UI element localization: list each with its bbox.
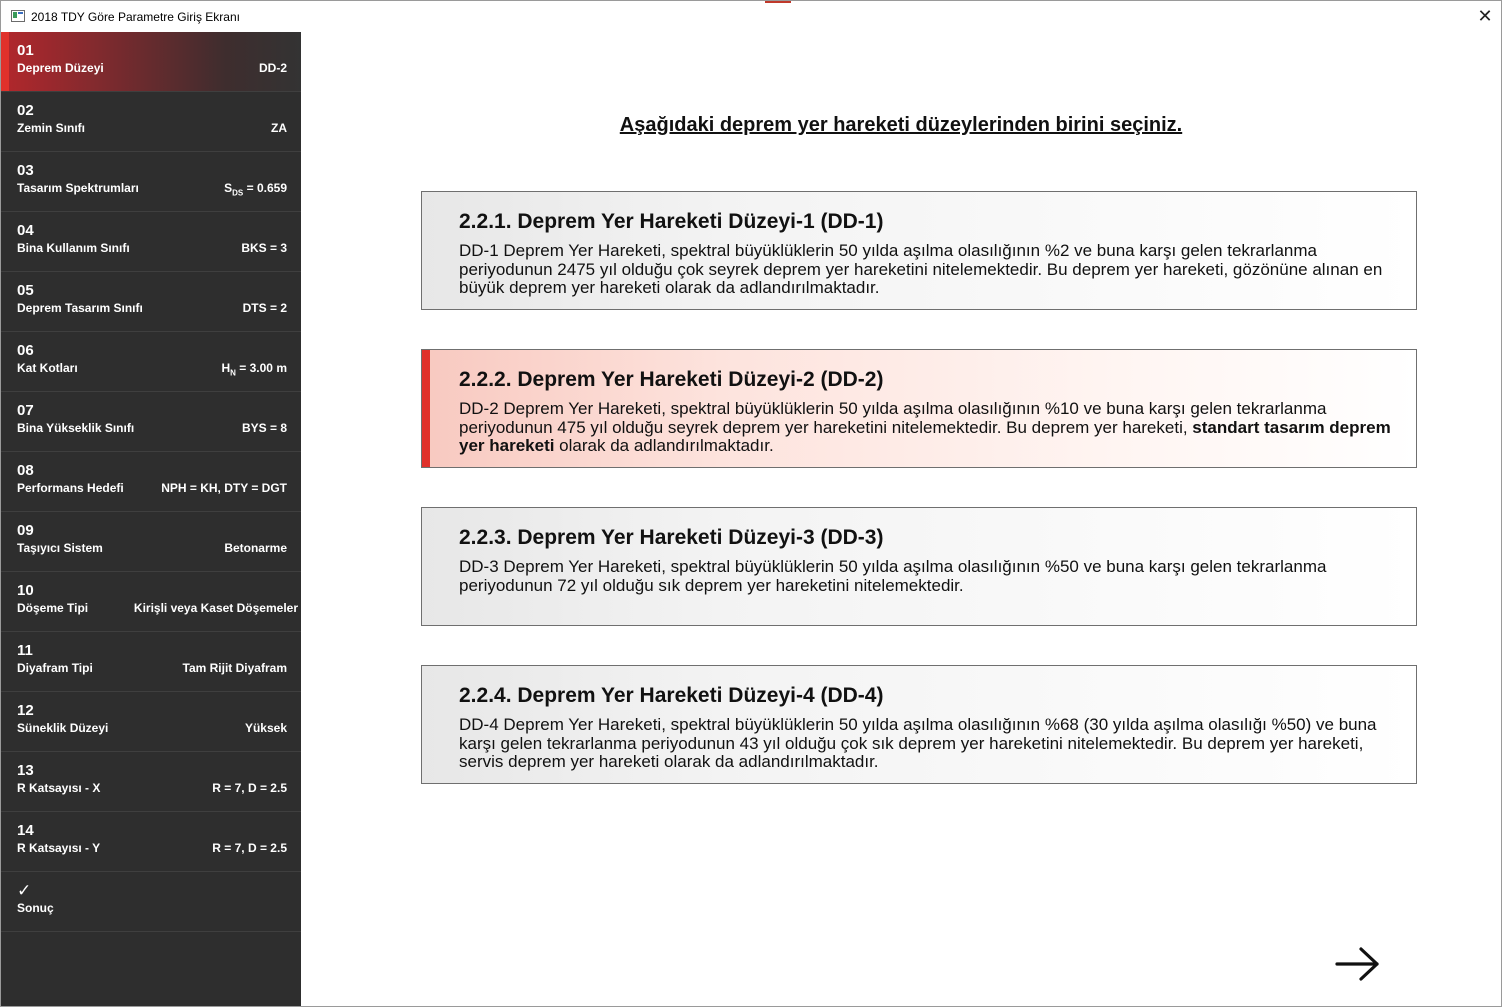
sidebar-item-value: DTS = 2: [242, 301, 287, 315]
option-description-text-end: olarak da adlandırılmaktadır.: [554, 436, 774, 455]
sidebar-item-doseme-tipi[interactable]: [1, 572, 301, 632]
sidebar-item-bina-kullanim-sinifi[interactable]: [1, 212, 301, 272]
sidebar-item-label: Deprem Düzeyi: [17, 61, 104, 75]
sidebar-item-performans-hedefi[interactable]: [1, 452, 301, 512]
sidebar-item-number: 05: [17, 282, 34, 299]
page-heading: Aşağıdaki deprem yer hareketi düzeylerinden birini seçiniz.: [619, 114, 1183, 136]
sidebar-item-number: 07: [17, 402, 34, 419]
sidebar-item-value: [224, 181, 287, 197]
sidebar-item-kat-kotlari[interactable]: [1, 332, 301, 392]
value-symbol: S: [224, 181, 233, 195]
sidebar-item-value: DD-2: [258, 61, 287, 75]
value-subscript: DS: [232, 188, 244, 198]
option-title: 2.2.2. Deprem Yer Hareketi Düzeyi-2 (DD-2): [459, 368, 884, 391]
sidebar-item-label: Döşeme Tipi: [17, 601, 89, 615]
sidebar-item-number: 08: [17, 462, 34, 479]
main-content: [301, 32, 1501, 1006]
sidebar-item-value: Yüksek: [244, 721, 287, 735]
sidebar-item-number: 14: [17, 822, 34, 839]
option-description: DD-1 Deprem Yer Hareketi, spektral büyüklüklerin 50 yılda aşılma olasılığının %2 ve buna karşı gelen tekrarlanma periyodunun 2475 yıl olduğu çok seyrek deprem yer hareketini nitelemektedir. Bu deprem yer hareketi, gözönüne alınan en büyük deprem yer hareketi olarak da adlandırılmaktadır.: [459, 241, 1383, 297]
next-button[interactable]: [1333, 944, 1383, 984]
sidebar-item-value: Kirişli veya Kaset Döşemeler: [133, 601, 298, 615]
sidebar-item-zemin-sinifi[interactable]: [1, 92, 301, 152]
sidebar-item-value: R = 7, D = 2.5: [212, 781, 287, 795]
title-accent-mark: [765, 1, 791, 3]
sidebar-item-value: R = 7, D = 2.5: [212, 841, 287, 855]
option-description: [459, 400, 1409, 456]
sidebar-item-value: Betonarme: [224, 541, 287, 555]
option-description-text: DD-2 Deprem Yer Hareketi, spektral büyüklüklerin 50 yılda aşılma olasılığının %10 ve buna karşı gelen tekrarlanma periyodunun 475 yıl olduğu seyrek deprem yer hareketini nitelemektedir. Bu deprem yer hareketi,: [459, 399, 1327, 437]
sidebar-item-label: R Katsayısı - Y: [17, 841, 101, 855]
value-subscript: N: [230, 368, 236, 378]
sidebar-item-number: 01: [17, 42, 34, 59]
sidebar-item-number: 03: [17, 162, 34, 179]
sidebar-item-number: 06: [17, 342, 34, 359]
sidebar-item-label: Deprem Tasarım Sınıfı: [17, 301, 143, 315]
option-title: 2.2.3. Deprem Yer Hareketi Düzeyi-3 (DD-3): [459, 526, 884, 549]
sidebar-item-label: Tasarım Spektrumları: [17, 181, 139, 195]
sidebar-item-value: BYS = 8: [241, 421, 287, 435]
value-symbol: H: [221, 361, 231, 375]
checkmark-icon: ✓: [17, 881, 32, 900]
option-description-emphasis: standart tasarım deprem yer hareketi: [459, 417, 1391, 455]
sidebar-item-deprem-tasarim-sinifi[interactable]: [1, 272, 301, 332]
sidebar-item-r-katsayisi-x[interactable]: [1, 752, 301, 812]
option-card-dd4[interactable]: [421, 665, 1417, 784]
option-title: 2.2.1. Deprem Yer Hareketi Düzeyi-1 (DD-1): [459, 210, 884, 233]
app-window-icon: [11, 10, 25, 22]
sidebar-item-suneklik-duzeyi[interactable]: [1, 692, 301, 752]
option-card-dd3[interactable]: [421, 507, 1417, 626]
sidebar-item-label: Bina Yükseklik Sınıfı: [17, 421, 135, 435]
option-description: DD-4 Deprem Yer Hareketi, spektral büyüklüklerin 50 yılda aşılma olasılığının %68 (30 yılda aşılma olasılığı %50) ve buna karşı gelen tekrarlanma periyodunun 43 yıl olduğu çok sık deprem yer hareketini nitelemektedir. Bu deprem yer hareketi, servis deprem yer hareketi olarak da adlandırılmaktadır.: [459, 715, 1377, 771]
sidebar-item-diyafram-tipi[interactable]: [1, 632, 301, 692]
option-description: DD-3 Deprem Yer Hareketi, spektral büyüklüklerin 50 yılda aşılma olasılığının %50 ve buna karşı gelen tekrarlanma periyodunun 72 yıl olduğu sık deprem yer hareketini nitelemektedir.: [459, 557, 1327, 595]
option-card-dd1[interactable]: [421, 191, 1417, 310]
sidebar-item-label: Sonuç: [17, 901, 54, 915]
option-title: 2.2.4. Deprem Yer Hareketi Düzeyi-4 (DD-4): [459, 684, 884, 707]
sidebar-item-value: NPH = KH, DTY = DGT: [161, 481, 287, 495]
sidebar-item-sonuc[interactable]: [1, 872, 301, 932]
option-card-dd2[interactable]: [421, 349, 1417, 468]
sidebar-item-value: Tam Rijit Diyafram: [182, 661, 287, 675]
sidebar-item-number: 04: [17, 222, 34, 239]
sidebar-item-number: 13: [17, 762, 34, 779]
sidebar-item-number: 09: [17, 522, 34, 539]
close-icon[interactable]: ✕: [1477, 6, 1493, 26]
title-bar: [1, 1, 1501, 32]
sidebar-item-label: Bina Kullanım Sınıfı: [17, 241, 130, 255]
sidebar-item-label: Kat Kotları: [17, 361, 78, 375]
sidebar-item-label: Performans Hedefi: [17, 481, 124, 495]
sidebar-item-value: BKS = 3: [241, 241, 287, 255]
sidebar-item-number: 12: [17, 702, 34, 719]
sidebar: [1, 32, 301, 1007]
sidebar-item-label: Süneklik Düzeyi: [17, 721, 109, 735]
sidebar-item-label: Zemin Sınıfı: [17, 121, 86, 135]
sidebar-item-number: 02: [17, 102, 34, 119]
sidebar-item-label: R Katsayısı - X: [17, 781, 101, 795]
value-number: = 0.659: [243, 181, 287, 195]
sidebar-item-value: ZA: [271, 121, 287, 135]
sidebar-item-deprem-duzeyi[interactable]: [1, 32, 301, 92]
sidebar-item-number: 10: [17, 582, 34, 599]
arrow-right-icon: [1333, 944, 1383, 984]
sidebar-item-r-katsayisi-y[interactable]: [1, 812, 301, 872]
sidebar-item-tasarim-spektrumlari[interactable]: [1, 152, 301, 212]
sidebar-item-label: Diyafram Tipi: [17, 661, 93, 675]
sidebar-item-label: Taşıyıcı Sistem: [17, 541, 103, 555]
sidebar-item-tasiyici-sistem[interactable]: [1, 512, 301, 572]
sidebar-item-value: [222, 361, 288, 377]
window-title: 2018 TDY Göre Parametre Giriş Ekranı: [31, 10, 240, 24]
sidebar-item-number: 11: [17, 642, 33, 659]
value-number: = 3.00 m: [235, 361, 287, 375]
sidebar-item-bina-yukseklik-sinifi[interactable]: [1, 392, 301, 452]
